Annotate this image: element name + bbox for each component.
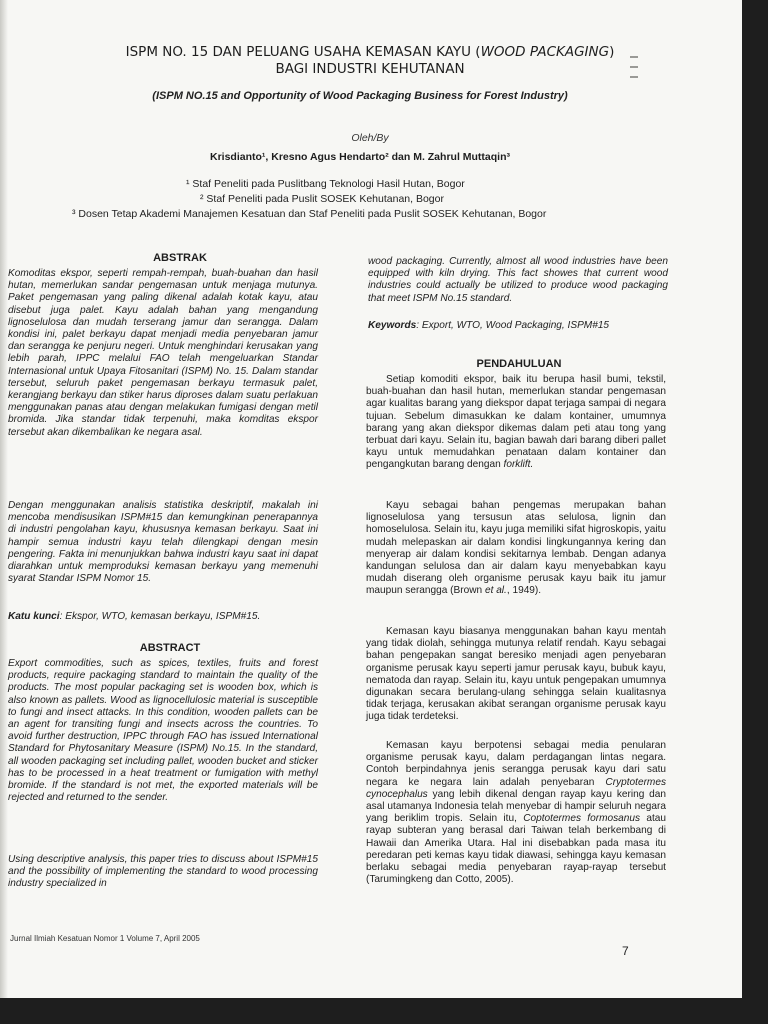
abstrak-heading: ABSTRAK [153, 252, 207, 264]
pendahuluan-paragraph-3: Kemasan kayu biasanya menggunakan bahan kayu mentah yang tidak diolah, sehingga mutunya relatif rendah. Kayu sebagai bahan pengepakan sangat beresiko menjadi agen penyebaran organisme perusak kayu seperti jamur perusak kayu, bubuk kayu, nematoda dan rayap. Selain itu, kayu untuk pengepakan umumnya digunakan secara berulang-ulang sehingga selain kualitasnya tidak terjaga, kerusakan akibat serangan organisme perusak kayu juga tidak terdeteksi. [366, 626, 666, 723]
abstrak-paragraph-1: Komoditas ekspor, seperti rempah-rempah, buah-buahan dan hasil hutan, memerlukan sandar pengemasan untuk menjaga mutunya. Paket pengemasan yang paling dikenal adalah kotak kayu, atau disebut juga palet. Kayu adalah bahan yang mengandung lignoselulosa dan mudah terserang jamur dan serangga. Dalam kondisi ini, palet berkayu dapat menjadi media penyebaran jamur dan serangga ke penjuru negeri. Untuk menghindari kerusakan yang lebih parah, IPPC melalui FAO telah mengeluarkan Standar Internasional untuk Upaya Fitosanitari (ISPM) No. 15. Dalam standar tersebut, seluruh paket pengemasan berkayu termasuk palet, kerangjang berkayu dan stiker harus diproses dalam suatu perlakuan menggunakan panas atau dengan melakukan fumigasi dengan metil bromida. Jika standar tidak terpenuhi, maka komditas ekspor tersebut akan dikembalikan ke negara asal. [8, 268, 318, 438]
pendahuluan-paragraph-1: Setiap komoditi ekspor, baik itu berupa hasil bumi, tekstil, buah-buahan dan hasil hutan, memerlukan standar pengemasan agar kualitas barang yang diekspor dapat terjaga sampai di negara tujuan. Sebelum dimasukkan ke dalam kontainer, umumnya barang yang akan diekspor dikemas dalam peti atau tong yang terbuat dari kayu. Selain itu, bagian bawah dari barang diberi pallet kayu untuk memudahkan penataan dalam kontainer dan pengangkutan barang dengan forklift. [366, 374, 666, 471]
pendahuluan-paragraph-4: Kemasan kayu berpotensi sebagai media penularan organisme perusak kayu, dalam perdagangan lintas negara. Contoh berpindahnya jenis serangga perusak kayu dari satu negara ke negara lain adalah penyebaran Cryptotermes cynocephalus yang lebih dikenal dengan rayap kayu kering dan asal utamanya Indonesia telah menyebar di hampir seluruh negara yang beriklim tropis. Selain itu, Coptotermes formosanus atau rayap subteran yang berasal dari Taiwan telah berkembang di Hawaii dan Amerika Utara. Hal ini disebabkan pada masa itu peredaran peti kemas kayu tidak diawasi, sehingga kayu kemasan berlaku sebagai media penyebaran rayap-rayap tersebut (Tarumingkeng dan Cotto, 2005). [366, 740, 666, 886]
byline: Oleh/By [351, 132, 389, 144]
paper-subtitle: (ISPM NO.15 and Opportunity of Wood Packaging Business for Forest Industry) [152, 90, 568, 102]
abstract-keywords: Keywords: Export, WTO, Wood Packaging, ISPM#15 [368, 320, 610, 331]
pendahuluan-heading: PENDAHULUAN [476, 358, 562, 370]
author-list: Krisdianto¹, Kresno Agus Hendarto² dan M. Zahrul Muttaqin³ [209, 151, 511, 163]
page-number: 7 [622, 944, 629, 958]
abstrak-paragraph-2: Dengan menggunakan analisis statistika deskriptif, makalah ini mencoba mendisusikan ISPM#15 dan kemungkinan penerapannya di industri pengolahan kayu, khususnya kemasan berkayu. Saat ini hampir semua industri kayu telah dilengkapi dengan mesin pengering. Fakta ini menunjukkan bahwa industri kayu saat ini dapat diarahkan untuk memproduksi kemasan berkayu yang memenuhi syarat Standar ISPM Nomor 15. [8, 500, 318, 585]
abstract-heading: ABSTRACT [139, 642, 201, 654]
affiliation-2: ² Staf Peneliti pada Puslit SOSEK Kehutanan, Bogor [200, 193, 444, 205]
abstract-paragraph-1: Export commodities, such as spices, textiles, fruits and forest products, require packaging standard to maintain the quality of the products. The most popular packaging set is wooden box, which is also known as pallets. Wood as lignocellulosic material is susceptible to fungi and insect attacks. In this condition, wooden pallets can be an agent for transiting fungi and insects across the countries. To avoid further destruction, IPPC through FAO has issued International Standard for Phytosanitary Measure (ISPM) No.15. In the standard, all wooden packaging set including pallet, wooden bucket and sticker has to be processed in a heat treatment or fumigation with methyl bromide. If the standard is not met, the exported materials will be rejected and returned to the sender. [8, 658, 318, 804]
paper-title: ISPM NO. 15 DAN PELUANG USAHA KEMASAN KAYU (WOOD PACKAGING) BAGI INDUSTRI KEHUTANAN [125, 44, 615, 77]
abstrak-keywords: Katu kunci: Ekspor, WTO, kemasan berkayu, ISPM#15. [8, 611, 261, 622]
affiliation-1: ¹ Staf Peneliti pada Puslitbang Teknologi Hasil Hutan, Bogor [186, 178, 465, 190]
paper-title-line2: BAGI INDUSTRI KEHUTANAN [275, 61, 465, 77]
affiliation-3: ³ Dosen Tetap Akademi Manajemen Kesatuan dan Staf Peneliti pada Puslit SOSEK Kehutanan, Bogor [72, 208, 547, 220]
abstract-paragraph-3: wood packaging. Currently, almost all wood industries have been equipped with kiln drying. This fact showes that current wood industries could actually be utilized to produce wood packaging that meet ISPM No.15 standard. [368, 256, 668, 304]
pendahuluan-paragraph-2: Kayu sebagai bahan pengemas merupakan bahan lignoselulosa yang tersusun atas selulosa, lignin dan homoselulosa. Selain itu, kayu juga memiliki sifat higroskopis, yaitu mudah melepaskan air dalam kondisi lingkungannya kering dan menyerap air dalam kondisi sekitarnya lembab. Dengan adanya kandungan selulosa dan air dalam kayu menyebabkan kayu mudah diserang oleh organisme perusak kayu baik itu jamur maupun serangga (Brown et al., 1949). [366, 500, 666, 597]
journal-footer: Jurnal Ilmiah Kesatuan Nomor 1 Volume 7, April 2005 [10, 934, 200, 943]
page-binding-shadow [0, 0, 8, 998]
abstract-paragraph-2: Using descriptive analysis, this paper tries to discuss about ISPM#15 and the possibility of implementing the standard to wood processing industry specialized in [8, 854, 318, 890]
